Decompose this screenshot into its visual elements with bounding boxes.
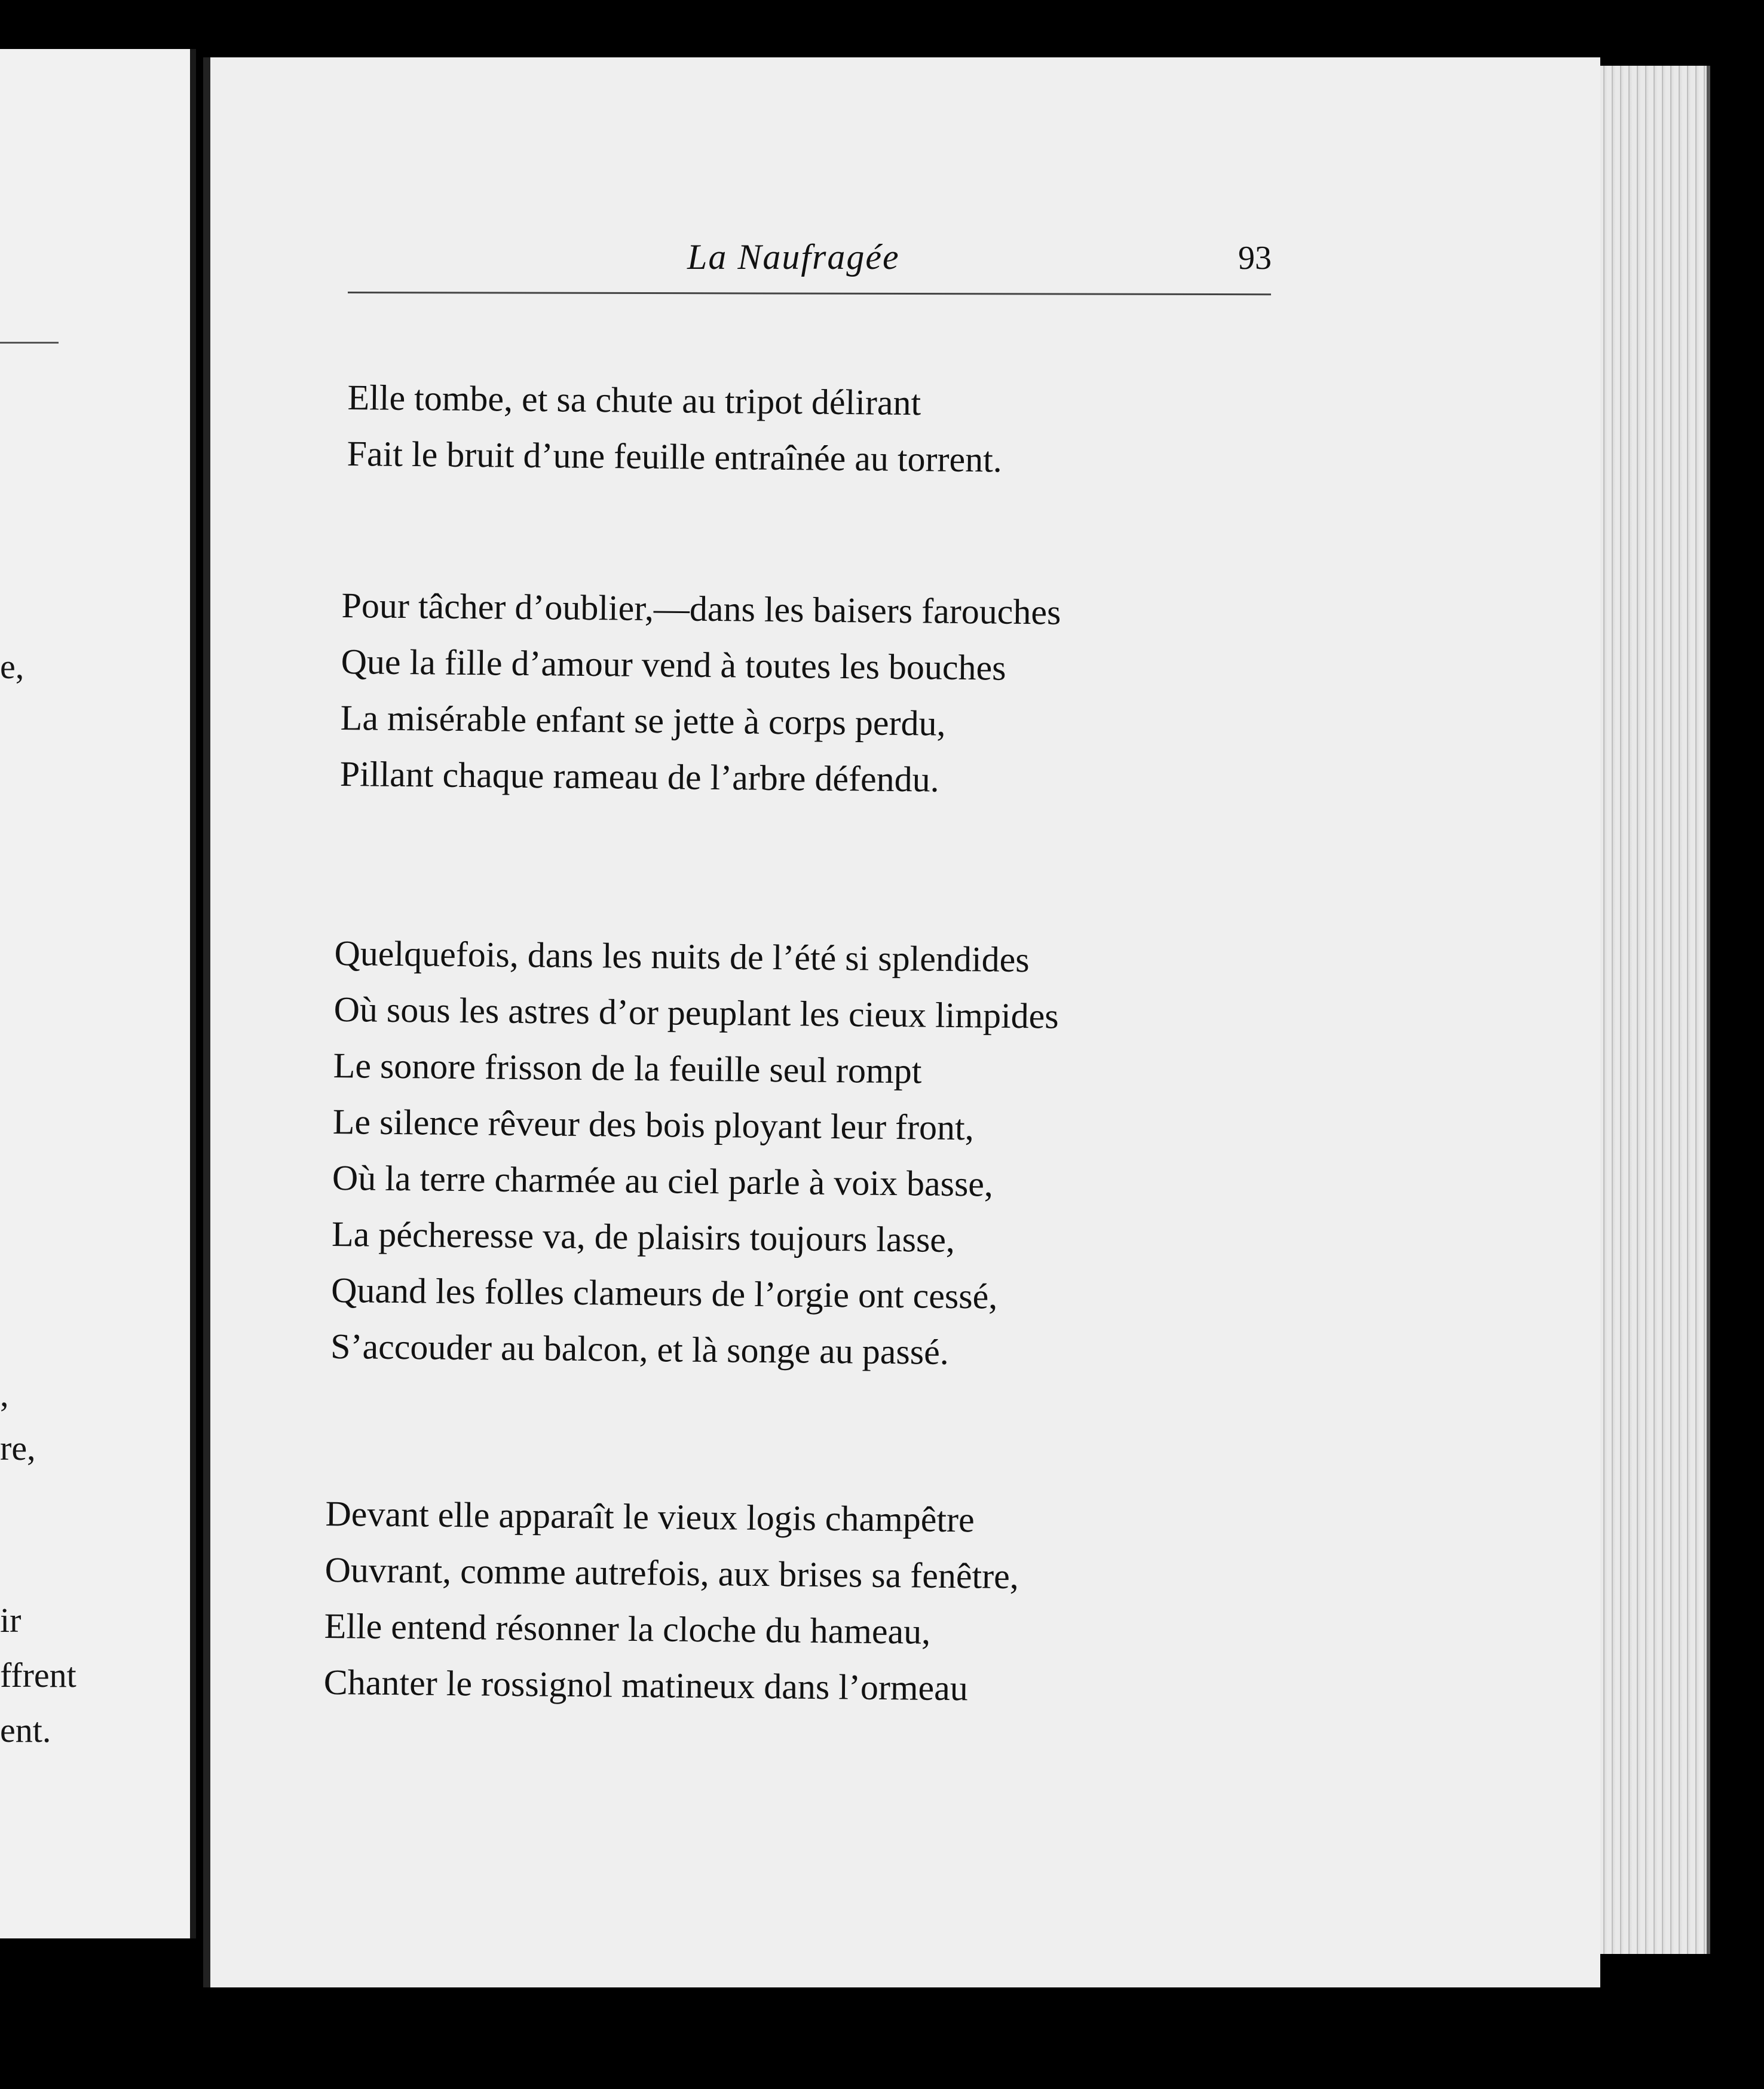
running-title: La Naufragée xyxy=(687,237,900,277)
verse-line: Fait le bruit d’une feuille entraînée au torrent. xyxy=(347,433,1003,480)
verse-line: Que la fille d’amour vend à toutes les bouches xyxy=(341,641,1006,688)
verse-line: La pécheresse va, de plaisirs toujours lasse, xyxy=(331,1214,956,1260)
verse-line: Le silence rêveur des bois ployant leur front, xyxy=(332,1101,975,1148)
verse-line: Où sous les astres d’or peuplant les cieux limpides xyxy=(333,989,1059,1036)
verse-line: Chanter le rossignol matineux dans l’ormeau xyxy=(323,1662,969,1708)
verse-line: Elle entend résonner la cloche du hameau, xyxy=(324,1606,931,1652)
verse-line: La misérable enfant se jette à corps perdu, xyxy=(340,697,946,743)
facing-page-fragment: ir xyxy=(0,1601,22,1640)
facing-page-rule xyxy=(0,342,59,344)
facing-page xyxy=(0,49,196,1938)
facing-page-fragment: ffrent xyxy=(0,1656,76,1695)
page-number: 93 xyxy=(1238,240,1272,277)
stanza-2 xyxy=(339,577,1061,809)
verse-line: Quelquefois, dans les nuits de l’été si splendides xyxy=(334,933,1030,980)
facing-page-fragment: ent. xyxy=(0,1711,51,1750)
verse-line: S’accouder au balcon, et là songe au passé. xyxy=(330,1326,950,1372)
facing-page-fragment: e, xyxy=(0,647,24,686)
verse-line: Pillant chaque rameau de l’arbre défendu. xyxy=(339,753,939,800)
stanza-3 xyxy=(330,925,1059,1382)
verse-line: Pour tâcher d’oublier,—dans les baisers farouches xyxy=(341,585,1061,632)
verse-line: Ouvrant, comme autrefois, aux brises sa fenêtre, xyxy=(324,1549,1019,1597)
verse-line: Devant elle apparaît le vieux logis champêtre xyxy=(325,1493,975,1540)
verse-line: Où la terre charmée au ciel parle à voix basse, xyxy=(332,1157,994,1204)
facing-page-fragment: , xyxy=(0,1375,9,1414)
facing-page-fragment: re, xyxy=(0,1429,36,1468)
stanza-4 xyxy=(323,1485,1019,1717)
stanza-1 xyxy=(347,369,1003,488)
verse-line: Le sonore frisson de la feuille seul rompt xyxy=(333,1045,922,1091)
verse-line: Quand les folles clameurs de l’orgie ont cessé, xyxy=(330,1270,998,1316)
verse-line: Elle tombe, et sa chute au tripot délirant xyxy=(347,377,921,423)
